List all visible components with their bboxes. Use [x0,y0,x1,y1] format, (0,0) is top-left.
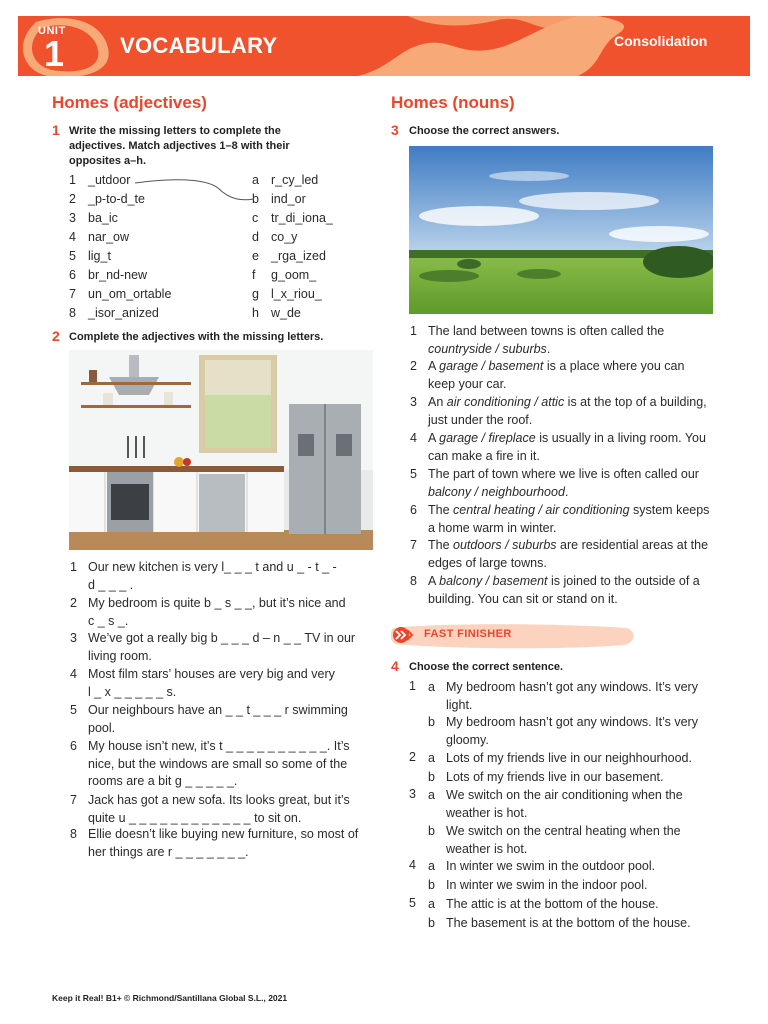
ex4-number-1: 1 [409,679,416,693]
ex2-item-7: 7 Jack has got a new sofa. Its looks great, but it’s quite u _ _ _ _ _ _ _ _ _ _ _ _ to sit on. [70,793,350,825]
ex4-4b: b In winter we swim in the indoor pool. [428,878,648,892]
ex2-item-5: 5 Our neighbours have an _ _ t _ _ _ r swimming pool. [70,703,348,735]
ex1-item-2: 2 _p-to-d_te [69,192,145,206]
section-title: VOCABULARY [120,33,278,58]
ex4-number-4: 4 [409,858,416,872]
ex4-2a: a Lots of my friends live in our neighhourhood. [428,751,692,765]
ex3-item-4: 4 A garage / fireplace is usually in a living room. You can make a fire in it. [410,431,706,463]
ex1-option-c: c tr_di_iona_ [252,211,333,225]
ex4-number-2: 2 [409,750,416,764]
ex2-item-1: 1 Our new kitchen is very l_ _ _ t and u _ - t _ - d _ _ _ . [70,560,337,592]
right-column-title: Homes (nouns) [391,93,515,112]
ex1-item-3: 3 ba_ic [69,211,118,225]
exercise-4-instruction: Choose the correct sentence. [409,661,564,673]
example-match-line [130,176,260,206]
ex1-option-h: h w_de [252,306,301,320]
countryside-photo [409,146,713,314]
ex1-option-a: a r_cy_led [252,173,319,187]
exercise-4-number: 4 [391,658,399,674]
ex2-item-4: 4 Most film stars’ houses are very big and very l _ x _ _ _ _ _ s. [70,667,335,699]
ex4-4a: a In winter we swim in the outdoor pool. [428,859,656,873]
ex1-option-e: e _rga_ized [252,249,326,263]
unit-number: 1 [44,33,65,74]
fast-finisher-label: FAST FINISHER [424,628,512,640]
ex3-item-2: 2 A garage / basement is a place where you can keep your car. [410,359,685,391]
subsection-title: Consolidation [614,33,708,49]
ex1-option-b: b ind_or [252,192,306,206]
ex1-item-8: 8 _isor_anized [69,306,159,320]
ex4-number-5: 5 [409,896,416,910]
exercise-3-number: 3 [391,122,399,138]
unit-label: UNIT [38,25,66,37]
exercise-1-number: 1 [52,122,60,138]
ex3-item-8: 8 A balcony / basement is joined to the outside of a building. You can sit or stand on it. [410,574,700,606]
ex1-item-6: 6 br_nd-new [69,268,148,282]
ex1-option-f: f g_oom_ [252,268,317,282]
ex4-5b: b The basement is at the bottom of the house. [428,916,691,930]
ex4-1b: b My bedroom hasn’t got any windows. It’s very gloomy. [428,715,698,747]
ex1-item-5: 5 lig_t [69,249,111,263]
ex3-item-6: 6 The central heating / air conditioning system keeps a home warm in winter. [410,503,710,535]
kitchen-photo [69,350,373,550]
ex1-item-4: 4 nar_ow [69,230,129,244]
exercise-1-instruction: Write the missing letters to complete the adjectives. Match adjectives 1–8 with their opposites a–h. [69,125,290,167]
ex2-item-2: 2 My bedroom is quite b _ s _ _, but it’s nice and c _ s _. [70,596,346,628]
ex2-item-6: 6 My house isn’t new, it’s t _ _ _ _ _ _ _ _ _ _. It’s nice, but the windows are small so some of the rooms are a bit g _ _ _ _ _. [70,739,350,788]
ex4-5a: a The attic is at the bottom of the house. [428,897,659,911]
ex3-item-5: 5 The part of town where we live is often called our balcony / neighbourhood. [410,467,699,499]
ex1-item-1: 1 _utdoor [69,173,131,187]
exercise-2-instruction: Complete the adjectives with the missing letters. [69,331,324,343]
ex1-option-g: g l_x_riou_ [252,287,322,301]
ex4-3b: b We switch on the central heating when the weather is hot. [428,824,681,856]
ex3-item-7: 7 The outdoors / suburbs are residential areas at the edges of large towns. [410,538,709,570]
left-column-title: Homes (adjectives) [52,93,207,112]
ex4-2b: b Lots of my friends live in our basement. [428,770,664,784]
double-chevron-icon [393,627,413,643]
ex3-item-1: 1 The land between towns is often called the countryside / suburbs. [410,324,665,356]
ex1-option-d: d co_y [252,230,298,244]
ex2-item-3: 3 We’ve got a really big b _ _ _ d – n _ _ TV in our living room. [70,631,356,663]
ex3-item-3: 3 An air conditioning / attic is at the top of a building, just under the roof. [410,395,707,427]
footer-copyright: Keep it Real! B1+ © Richmond/Santillana Global S.L., 2021 [52,993,288,1003]
ex4-number-3: 3 [409,787,416,801]
ex4-1a: a My bedroom hasn’t got any windows. It’s very light. [428,680,698,712]
exercise-2-number: 2 [52,328,60,344]
ex4-3a: a We switch on the air conditioning when the weather is hot. [428,788,683,820]
ex1-item-7: 7 un_om_ortable [69,287,172,301]
exercise-3-instruction: Choose the correct answers. [409,125,560,137]
ex2-item-8: 8 Ellie doesn’t like buying new furniture, so most of her things are r _ _ _ _ _ _ _. [70,827,359,859]
